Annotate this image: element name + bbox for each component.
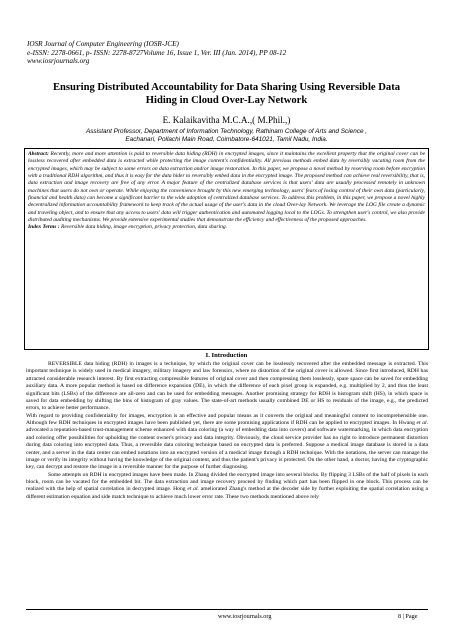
section-heading: I. Introduction [205,352,248,359]
affiliation-line-2: Eachanari, Pollachi Main Road, Coimbatore-641021, Tamil Nadu, India. [125,136,328,144]
author-affiliation [30,128,423,144]
journal-url[interactable]: www.iosrjournals.org [27,57,90,66]
footer-url[interactable]: www.iosrjournals.org [218,613,272,620]
index-terms-text: Reversible data hiding, image encryption, privacy protection, data sharing. [60,224,227,231]
et-al: et al. [416,420,428,426]
page-number: 8 | Page [398,613,418,620]
body-text [26,361,428,501]
paragraph-3-part-1: Some attempts on RDH in encrypted images have been made. In Zhang divided the encrypted image into several blocks. By flipping 3 LSBs of the half of pixels in each block, room can be vacated for the embedded bit. The data extraction and image recovery proceed by finding which part has been flipped in one block. This process can be realized with the help of spatial correlation in decrypted image. Hong [26,471,428,493]
journal-issn: e-ISSN: 2278-0661, p- ISSN: 2278-8727Volume 16, Issue 1, Ver. III (Jan. 2014), PP 08-12 [27,48,287,57]
journal-name: IOSR Journal of Computer Engineering (IOSR-JCE) [27,40,179,48]
paper-title: Ensuring Distributed Accountability for Data Sharing Using Reversible Data Hiding in Cloud Over-Lay Network [52,82,401,106]
abstract-box [24,148,429,350]
journal-header [27,40,286,66]
paragraph-3-part-2: ameliorated Zhang's method at the decoder side by further exploiting the spatial correlation using a different estimation equation and side match technique to achieve much lower error rate. These two methods mentioned above rely [26,486,428,500]
paragraph-2-part-2: advocated a reputation-based trust-management scheme enhanced with data coloring (a way of embedding data into covers) and software watermarking, in which data encryption and coloring offer possibilities for upholding the content owner's privacy and data integrity. Obviously, the cloud service provider has no right to introduce permanent distortion during data coloring into encrypted data. Thus, a reversible data coloring technique based on encrypted data is preferred. Suppose a medical image database is stored in a data center, and a server in the data center can embed notations into an encrypted version of a medical image through a RDH technique. With the notations, the server can manage the image or verify its integrity without having the knowledge of the original content, and thus the patient's privacy is protected. On the other hand, a doctor, having the cryptographic key, can decrypt and restore the image in a reversible manner for the purpose of further diagnosing. [26,427,428,471]
paragraph-3 [26,472,428,502]
index-terms-label: Index Terms : [28,224,60,231]
paragraph-2 [26,413,428,472]
paragraph-2-part-1: With regard to providing confidentiality for images, encryption is an effective and popular means as it converts the original and meaningful content to incomprehensible one. Although few RDH techniques in encrypted images have been published yet, there are some promising applications if RDH can be applied to encrypted images. In Hwang [26,412,428,426]
author-name: E. Kalaikavitha M.C.A.,( M.Phil.,) [162,115,291,125]
footer-rule [26,609,428,610]
affiliation-line-1: Assistant Professor, Department of Information Technology, Rathinam College of Arts and Science , [85,128,368,135]
et-al: et al. [187,486,199,493]
abstract-text: Recently, more and more attention is paid to reversible data hiding (RDH) in encrypted images, since it maintains the excellent property that the original cover can be lossless recovered after embedded data is extracted while protecting the image content's confidentiality. All previous methods embed data by reversibly vacating room from the encrypted images, which may be subject to some errors on data extraction and/or image restoration. In this paper, we propose a novel method by reserving room before encryption with a traditional RDH algorithm, and thus it is easy for the data hider to reversibly embed data in the encrypted image. The proposed method can achieve real reversibility, that is, data extraction and image recovery are free of any error. A major feature of the centralized database services is that users' data are usually processed remotely in unknown machines that users do not own or operate. While enjoying the convenience brought by this new emerging technology, users' fears of losing control of their own data (particularly, financial and health data) can become a significant barrier to the wide adoption of centralized database services. To address this problem, in this paper, we propose a novel highly decentralized information accountability framework to keep track of the actual usage of the user's data in the cloud Over-lay Network. We leverage the LOG file create a dynamic and traveling object, and to ensure that any access to users' data will trigger authentication and automated logging local to the LOGs. To strengthen user's control, we also provide distributed auditing mechanisms. We provide extensive experimental studies that demonstrate the efficiency and effectiveness of the proposed approaches. [28,151,426,224]
paragraph-1: REVERSIBLE data hiding (RDH) in images is a technique, by which the original cover can be losslessly recovered after the embedded message is extracted. This important technique is widely used in medical imagery, military imagery and law forensics, where no distortion of the original cover is allowed. Since first introduced, RDH has attracted considerable research interest. By first extracting compressible features of original cover and then compressing them losslessly, spare space can be saved for embedding auxiliary data. A more popular method is based on difference expansion (DE), in which the difference of each pixel group is expanded, e.g. multiplied by 2, and thus the least significant bits (LSBs) of the difference are all-zero and can be used for embedding messages. Another promising strategy for RDH is histogram shift (HS), in which space is saved for data embedding by shifting the bins of histogram of gray values. The state-of-art methods usually combined DE or HS to residuals of the image, e.g., the predicted errors, to achieve better performance. [26,361,428,412]
abstract-label: Abstract: [28,151,49,157]
